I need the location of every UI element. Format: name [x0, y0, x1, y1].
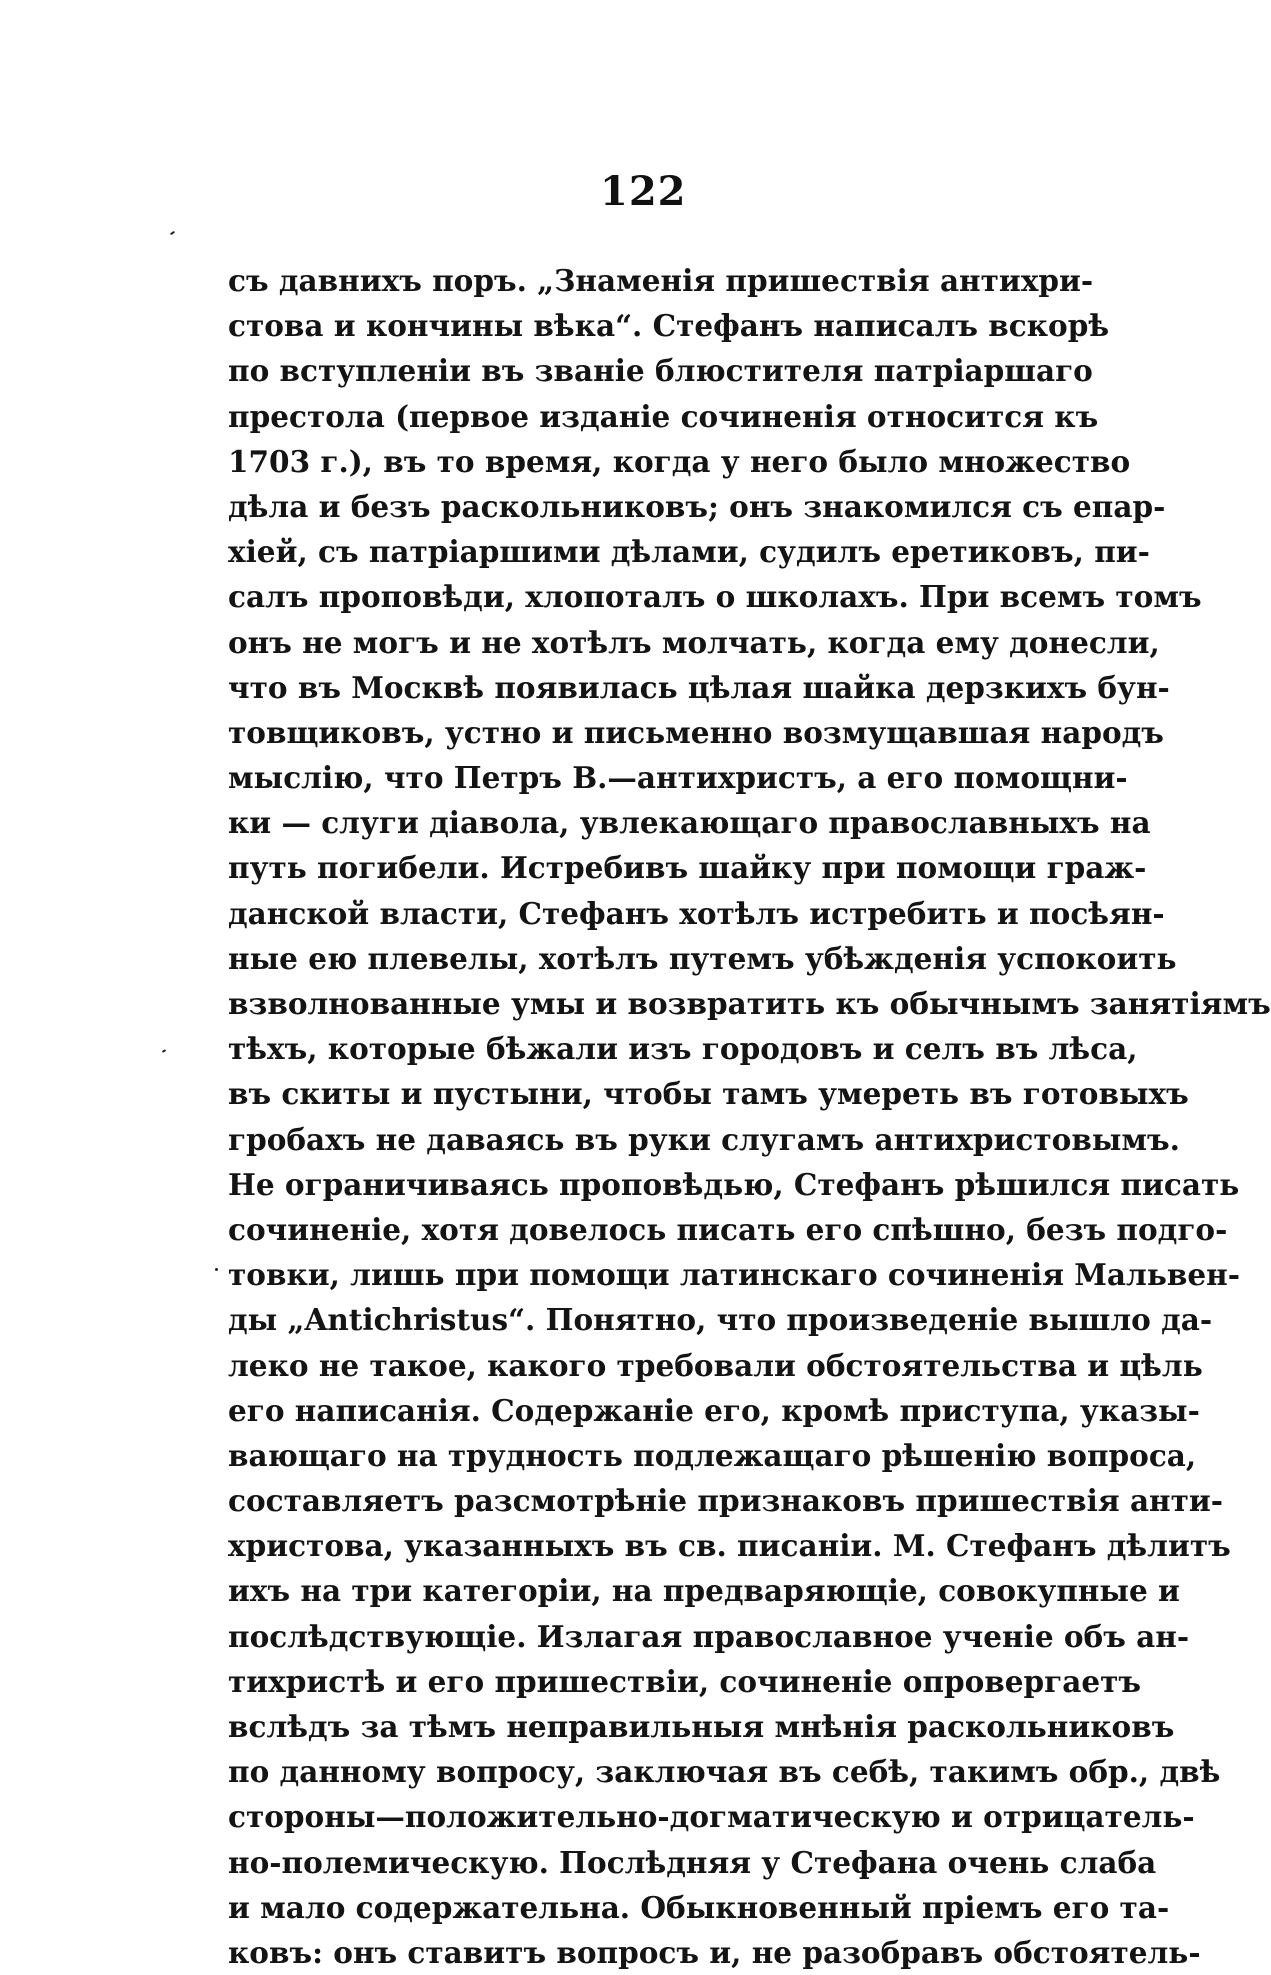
text-line: ки — слуги діавола, увлекающаго православныхъ на — [228, 805, 1151, 841]
text-line: составляетъ разсмотрѣніе признаковъ пришествія анти- — [228, 1483, 1224, 1519]
text-line: вслѣдъ за тѣмъ неправильныя мнѣнія раскольниковъ — [228, 1709, 1175, 1744]
text-line: 1703 г.), въ то время, когда у него было множество — [228, 443, 1131, 479]
text-line: путь погибели. Истребивъ шайку при помощи граж- — [228, 850, 1147, 886]
text-line: тѣхъ, которые бѣжали изъ городовъ и селъ въ лѣса, — [228, 1031, 1138, 1067]
text-line: что въ Москвѣ появилась цѣлая шайка дерзкихъ бун- — [228, 669, 1170, 705]
text-line: въ скиты и пустыни, чтобы тамъ умереть въ готовыхъ — [228, 1076, 1189, 1112]
text-line: Не ограничиваясь проповѣдью, Стефанъ рѣшился писать — [228, 1166, 1240, 1202]
text-line: по данному вопросу, заключая въ себѣ, такимъ обр., двѣ — [228, 1754, 1221, 1790]
scan-speck — [170, 231, 175, 236]
text-line: ковъ: онъ ставитъ вопросъ и, не разобравъ обстоятель- — [228, 1934, 1201, 1970]
text-line: мыслію, что Петръ В.—антихристъ, а его помощни- — [228, 760, 1128, 796]
text-line: престола (первое изданіе сочиненія относится къ — [228, 398, 1099, 434]
text-line: ихъ на три категоріи, на предваряющіе, совокупные и — [228, 1573, 1180, 1609]
scan-speck — [162, 1049, 166, 1053]
text-line: и мало содержательна. Обыкновенный пріемъ его та- — [228, 1889, 1170, 1925]
text-line: ные ею плевелы, хотѣлъ путемъ убѣжденія успокоить — [228, 940, 1177, 976]
text-line: товщиковъ, устно и письменно возмущавшая народъ — [228, 714, 1164, 750]
page-number: 122 — [600, 168, 687, 215]
text-line: послѣдствующіе. Излагая православное ученіе объ ан- — [228, 1618, 1190, 1654]
text-line: но-полемическую. Послѣдняя у Стефана очень слаба — [228, 1844, 1157, 1880]
text-line: христова, указанныхъ въ св. писаніи. М. Стефанъ дѣлитъ — [228, 1528, 1231, 1564]
text-line: сочиненіе, хотя довелось писать его спѣшно, безъ подго- — [228, 1211, 1228, 1247]
text-line: гробахъ не даваясь въ руки слугамъ антихристовымъ. — [228, 1121, 1180, 1157]
text-line: онъ не могъ и не хотѣлъ молчать, когда ему донесли, — [228, 624, 1160, 660]
text-line: дѣла и безъ раскольниковъ; онъ знакомился съ епар- — [228, 488, 1166, 524]
text-line: стороны—положительно-догматическую и отрицатель- — [228, 1799, 1195, 1835]
text-line: съ давнихъ поръ. „Знаменія пришествія антихри- — [228, 263, 1094, 298]
text-line: ды „Antichristus“. Понятно, что произведеніе вышло да- — [228, 1302, 1213, 1338]
text-line: стова и кончины вѣка“. Стефанъ написалъ вскорѣ — [228, 308, 1110, 344]
scan-speck — [215, 1268, 218, 1271]
text-line: его написанія. Содержаніе его, кромѣ приступа, указы- — [228, 1392, 1200, 1428]
text-line: данской власти, Стефанъ хотѣлъ истребить и посѣян- — [228, 895, 1165, 931]
text-line: леко не такое, какого требовали обстоятельства и цѣль — [228, 1347, 1203, 1383]
text-line: товки, лишь при помощи латинскаго сочиненія Мальвен- — [228, 1257, 1240, 1293]
text-line: взволнованные умы и возвратить къ обычнымъ занятіямъ — [228, 986, 1271, 1021]
text-line: хіей, съ патріаршими дѣлами, судилъ еретиковъ, пи- — [228, 534, 1150, 570]
text-line: вающаго на трудность подлежащаго рѣшенію вопроса, — [228, 1437, 1197, 1473]
text-line: тихристѣ и его пришествіи, сочиненіе опровергаетъ — [228, 1663, 1142, 1699]
body-text — [228, 258, 1271, 1975]
text-line: по вступленіи въ званіе блюстителя патріаршаго — [228, 353, 1093, 389]
text-line: салъ проповѣди, хлопоталъ о школахъ. При всемъ томъ — [228, 579, 1202, 615]
